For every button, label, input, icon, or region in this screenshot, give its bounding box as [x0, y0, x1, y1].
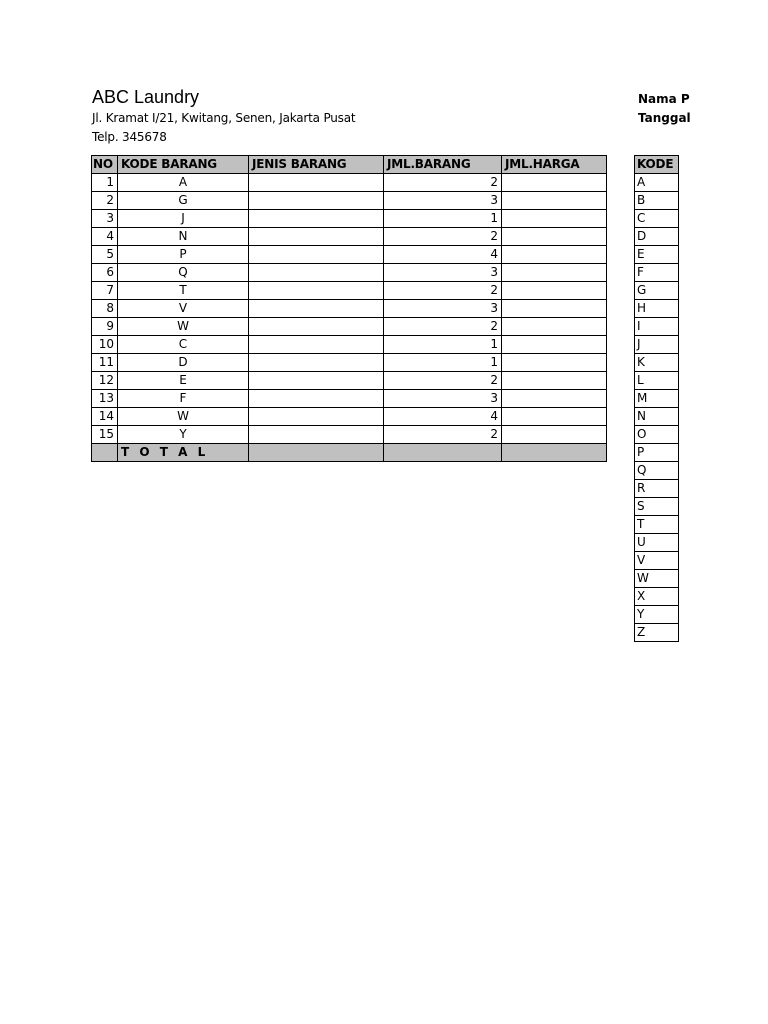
- table-row: [92, 300, 607, 318]
- table-row: [92, 354, 607, 372]
- code-row: [635, 246, 679, 264]
- row-jml-harga-cell[interactable]: [502, 246, 607, 264]
- row-no-cell[interactable]: 10: [92, 336, 118, 354]
- row-jml-harga-cell[interactable]: [502, 354, 607, 372]
- row-jml-barang-cell[interactable]: 2: [384, 174, 502, 192]
- row-no-cell[interactable]: 7: [92, 282, 118, 300]
- row-no-cell[interactable]: 8: [92, 300, 118, 318]
- row-kode-cell[interactable]: E: [118, 372, 249, 390]
- code-cell[interactable]: D: [635, 228, 679, 246]
- code-row: [635, 282, 679, 300]
- code-cell[interactable]: X: [635, 588, 679, 606]
- row-jml-barang-cell[interactable]: 1: [384, 210, 502, 228]
- code-cell[interactable]: S: [635, 498, 679, 516]
- company-name: ABC Laundry: [92, 87, 200, 107]
- row-jml-barang-cell[interactable]: 1: [384, 336, 502, 354]
- row-jenis-cell[interactable]: [249, 336, 384, 354]
- row-jml-barang-cell[interactable]: 2: [384, 282, 502, 300]
- row-jml-harga-cell[interactable]: [502, 390, 607, 408]
- row-jenis-cell[interactable]: [249, 372, 384, 390]
- row-jenis-cell[interactable]: [249, 192, 384, 210]
- table-row: [92, 318, 607, 336]
- code-cell[interactable]: A: [635, 174, 679, 192]
- row-jenis-cell[interactable]: [249, 300, 384, 318]
- code-cell[interactable]: R: [635, 480, 679, 498]
- row-jml-harga-cell[interactable]: [502, 174, 607, 192]
- row-kode-cell[interactable]: W: [118, 318, 249, 336]
- code-row: [635, 390, 679, 408]
- row-kode-cell[interactable]: Y: [118, 426, 249, 444]
- row-kode-cell[interactable]: Q: [118, 264, 249, 282]
- code-row: [635, 264, 679, 282]
- table-row: [92, 426, 607, 444]
- row-no-cell[interactable]: 6: [92, 264, 118, 282]
- code-cell[interactable]: F: [635, 264, 679, 282]
- code-cell[interactable]: K: [635, 354, 679, 372]
- row-no-cell[interactable]: 9: [92, 318, 118, 336]
- code-row: [635, 480, 679, 498]
- total-label-cell[interactable]: T O T A L: [118, 444, 249, 462]
- code-row: [635, 354, 679, 372]
- row-kode-cell[interactable]: V: [118, 300, 249, 318]
- code-cell[interactable]: Z: [635, 624, 679, 642]
- total-jml-harga-cell[interactable]: [502, 444, 607, 462]
- row-jml-barang-cell[interactable]: 3: [384, 300, 502, 318]
- code-row: [635, 534, 679, 552]
- row-jml-harga-cell[interactable]: [502, 372, 607, 390]
- code-cell[interactable]: J: [635, 336, 679, 354]
- code-cell[interactable]: E: [635, 246, 679, 264]
- row-jml-harga-cell[interactable]: [502, 228, 607, 246]
- code-row: [635, 552, 679, 570]
- row-no-cell[interactable]: 3: [92, 210, 118, 228]
- row-jenis-cell[interactable]: [249, 426, 384, 444]
- table-row: [92, 390, 607, 408]
- row-no-cell[interactable]: 12: [92, 372, 118, 390]
- item-codes-table: [634, 155, 679, 642]
- row-no-cell[interactable]: 2: [92, 192, 118, 210]
- code-cell[interactable]: C: [635, 210, 679, 228]
- row-jml-harga-cell[interactable]: [502, 300, 607, 318]
- row-no-cell[interactable]: 11: [92, 354, 118, 372]
- row-jml-barang-cell[interactable]: 2: [384, 228, 502, 246]
- code-cell[interactable]: V: [635, 552, 679, 570]
- row-kode-cell[interactable]: G: [118, 192, 249, 210]
- code-row: [635, 192, 679, 210]
- code-row: [635, 606, 679, 624]
- column-header-jenis-barang[interactable]: JENIS BARANG: [249, 156, 384, 174]
- code-row: [635, 462, 679, 480]
- code-cell[interactable]: B: [635, 192, 679, 210]
- column-header-no[interactable]: NO: [92, 156, 118, 174]
- table-row: [92, 228, 607, 246]
- row-jml-barang-cell[interactable]: 3: [384, 264, 502, 282]
- code-cell[interactable]: P: [635, 444, 679, 462]
- code-cell[interactable]: I: [635, 318, 679, 336]
- table-row: [92, 264, 607, 282]
- code-cell[interactable]: U: [635, 534, 679, 552]
- table-header-row: [92, 156, 607, 174]
- row-kode-cell[interactable]: T: [118, 282, 249, 300]
- table-row: [92, 246, 607, 264]
- row-kode-cell[interactable]: N: [118, 228, 249, 246]
- code-row: [635, 372, 679, 390]
- row-jml-harga-cell[interactable]: [502, 336, 607, 354]
- table-row: [92, 372, 607, 390]
- table-row: [92, 192, 607, 210]
- table-row: [92, 174, 607, 192]
- row-jml-harga-cell[interactable]: [502, 318, 607, 336]
- code-cell[interactable]: L: [635, 372, 679, 390]
- row-no-cell[interactable]: 14: [92, 408, 118, 426]
- code-cell[interactable]: H: [635, 300, 679, 318]
- code-cell[interactable]: T: [635, 516, 679, 534]
- column-header-jml-barang[interactable]: JML.BARANG: [384, 156, 502, 174]
- code-row: [635, 444, 679, 462]
- row-kode-cell[interactable]: P: [118, 246, 249, 264]
- code-row: [635, 210, 679, 228]
- code-row: [635, 624, 679, 642]
- row-jml-barang-cell[interactable]: 1: [384, 354, 502, 372]
- row-jenis-cell[interactable]: [249, 282, 384, 300]
- codes-header-row: [635, 156, 679, 174]
- code-row: [635, 318, 679, 336]
- row-jml-barang-cell[interactable]: 2: [384, 426, 502, 444]
- code-cell[interactable]: O: [635, 426, 679, 444]
- column-header-jml-harga[interactable]: JML.HARGA: [502, 156, 607, 174]
- row-jml-harga-cell[interactable]: [502, 264, 607, 282]
- table-row: [92, 408, 607, 426]
- column-header-kode[interactable]: KODE: [635, 156, 679, 174]
- code-row: [635, 300, 679, 318]
- row-jenis-cell[interactable]: [249, 174, 384, 192]
- code-cell[interactable]: Y: [635, 606, 679, 624]
- code-cell[interactable]: Q: [635, 462, 679, 480]
- row-jml-harga-cell[interactable]: [502, 282, 607, 300]
- code-row: [635, 174, 679, 192]
- code-row: [635, 426, 679, 444]
- code-cell[interactable]: N: [635, 408, 679, 426]
- row-jml-barang-cell[interactable]: 4: [384, 408, 502, 426]
- row-jenis-cell[interactable]: [249, 318, 384, 336]
- row-jml-harga-cell[interactable]: [502, 408, 607, 426]
- company-phone: Telp. 345678: [92, 130, 167, 144]
- row-kode-cell[interactable]: J: [118, 210, 249, 228]
- code-row: [635, 498, 679, 516]
- table-row: [92, 336, 607, 354]
- total-jml-barang-cell[interactable]: [384, 444, 502, 462]
- row-no-cell[interactable]: 15: [92, 426, 118, 444]
- row-no-cell[interactable]: 4: [92, 228, 118, 246]
- row-jml-barang-cell[interactable]: 4: [384, 246, 502, 264]
- code-row: [635, 408, 679, 426]
- row-jenis-cell[interactable]: [249, 210, 384, 228]
- code-cell[interactable]: G: [635, 282, 679, 300]
- column-header-kode-barang[interactable]: KODE BARANG: [118, 156, 249, 174]
- row-jml-barang-cell[interactable]: 3: [384, 192, 502, 210]
- row-jenis-cell[interactable]: [249, 354, 384, 372]
- row-jenis-cell[interactable]: [249, 408, 384, 426]
- row-jml-barang-cell[interactable]: 2: [384, 372, 502, 390]
- row-jml-harga-cell[interactable]: [502, 210, 607, 228]
- row-jml-barang-cell[interactable]: 3: [384, 390, 502, 408]
- row-jml-harga-cell[interactable]: [502, 192, 607, 210]
- row-jml-harga-cell[interactable]: [502, 426, 607, 444]
- row-jml-barang-cell[interactable]: 2: [384, 318, 502, 336]
- row-jenis-cell[interactable]: [249, 264, 384, 282]
- code-cell[interactable]: W: [635, 570, 679, 588]
- table-row: [92, 282, 607, 300]
- customer-name-label: Nama P: [638, 92, 690, 106]
- row-kode-cell[interactable]: W: [118, 408, 249, 426]
- row-kode-cell[interactable]: C: [118, 336, 249, 354]
- table-row: [92, 210, 607, 228]
- row-kode-cell[interactable]: D: [118, 354, 249, 372]
- code-row: [635, 336, 679, 354]
- code-row: [635, 516, 679, 534]
- total-jenis-cell[interactable]: [249, 444, 384, 462]
- code-cell[interactable]: M: [635, 390, 679, 408]
- total-no-cell[interactable]: [92, 444, 118, 462]
- row-kode-cell[interactable]: F: [118, 390, 249, 408]
- code-row: [635, 570, 679, 588]
- laundry-items-table: [91, 155, 607, 462]
- row-jenis-cell[interactable]: [249, 246, 384, 264]
- row-no-cell[interactable]: 1: [92, 174, 118, 192]
- date-label: Tanggal: [638, 111, 691, 125]
- row-no-cell[interactable]: 13: [92, 390, 118, 408]
- code-row: [635, 228, 679, 246]
- row-jenis-cell[interactable]: [249, 390, 384, 408]
- row-jenis-cell[interactable]: [249, 228, 384, 246]
- company-address: Jl. Kramat I/21, Kwitang, Senen, Jakarta Pusat: [92, 111, 356, 125]
- code-row: [635, 588, 679, 606]
- row-no-cell[interactable]: 5: [92, 246, 118, 264]
- total-row: [92, 444, 607, 462]
- row-kode-cell[interactable]: A: [118, 174, 249, 192]
